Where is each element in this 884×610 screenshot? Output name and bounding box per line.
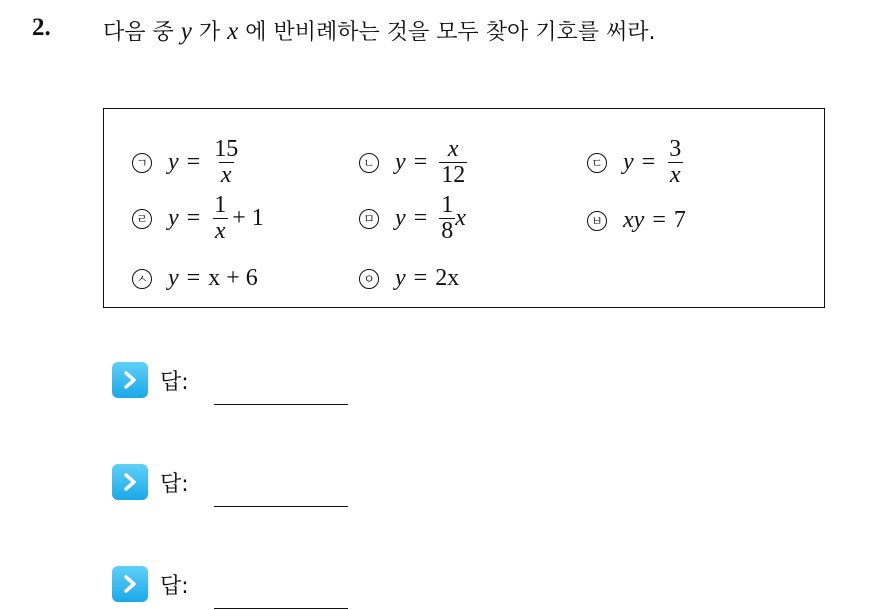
answer-label-2: 답: [160, 471, 189, 497]
option-f-expr: xy [623, 207, 645, 233]
option-g-mark: ㅅ [132, 269, 152, 289]
answer-row-2 [112, 464, 189, 500]
option-a-mark: ㄱ [132, 153, 152, 173]
option-b-numerator: x [447, 136, 459, 162]
option-g-lhs: y [168, 265, 179, 291]
option-a-fraction [212, 137, 240, 188]
option-d-mark: ㄹ [132, 209, 152, 229]
answer-row-1 [112, 362, 189, 398]
option-h-mark: ㅇ [359, 269, 379, 289]
option-c-denominator: x [669, 162, 681, 189]
option-d-fraction [212, 193, 228, 244]
answer-label-1: 답: [160, 369, 189, 395]
option-h[interactable] [359, 265, 459, 292]
option-e-numerator: 1 [441, 192, 454, 218]
option-a-lhs: y [168, 149, 179, 176]
question-text-post: 에 반비례하는 것을 모두 찾아 기호를 써라. [238, 20, 656, 45]
option-e[interactable] [359, 193, 466, 244]
option-e-suffix: x [455, 205, 466, 232]
option-a-denominator: x [220, 162, 232, 189]
option-b[interactable] [359, 137, 471, 188]
option-b-mark: ㄴ [359, 153, 379, 173]
option-b-fraction [439, 137, 467, 188]
option-e-fraction [439, 193, 455, 244]
chevron-right-icon [120, 574, 140, 594]
option-d-lhs: y [168, 205, 179, 232]
option-d-numerator: 1 [214, 192, 227, 218]
option-e-mark: ㅁ [359, 209, 379, 229]
chevron-right-icon [120, 370, 140, 390]
variable-x: x [227, 18, 239, 45]
option-f[interactable] [587, 207, 686, 234]
option-h-eq: = [413, 265, 428, 291]
option-f-rhs: 7 [673, 207, 686, 233]
option-d-suffix: + 1 [232, 205, 264, 232]
question-text [103, 15, 655, 46]
option-e-eq: = [413, 205, 428, 232]
variable-y: y [180, 18, 192, 45]
answer-button-1[interactable] [112, 362, 148, 398]
option-g-eq: = [186, 265, 201, 291]
answer-label-3: 답: [160, 573, 189, 599]
options-box [103, 108, 825, 308]
option-d-eq: = [186, 205, 201, 232]
option-d[interactable] [132, 193, 264, 244]
answer-blank-3[interactable] [214, 586, 348, 609]
answer-blank-2[interactable] [214, 484, 348, 507]
option-f-mark: ㅂ [587, 211, 607, 231]
answer-button-3[interactable] [112, 566, 148, 602]
option-g[interactable] [132, 265, 258, 292]
answer-row-3 [112, 566, 189, 602]
question-text-mid: 가 [191, 20, 228, 45]
answer-button-2[interactable] [112, 464, 148, 500]
question-text-pre: 다음 중 [103, 20, 181, 45]
question-number: 2. [32, 14, 51, 41]
answer-blank-1[interactable] [214, 382, 348, 405]
option-a-numerator: 15 [214, 136, 239, 162]
option-c-lhs: y [623, 149, 634, 176]
chevron-right-icon [120, 472, 140, 492]
option-d-denominator: x [214, 218, 226, 245]
option-e-lhs: y [395, 205, 406, 232]
option-b-lhs: y [395, 149, 406, 176]
option-c-fraction [667, 137, 683, 188]
option-b-eq: = [413, 149, 428, 176]
option-c[interactable] [587, 137, 687, 188]
option-a[interactable] [132, 137, 244, 188]
option-c-mark: ㄷ [587, 153, 607, 173]
option-f-eq: = [652, 207, 666, 233]
option-h-lhs: y [395, 265, 406, 291]
option-c-eq: = [641, 149, 656, 176]
option-b-denominator: 12 [441, 162, 466, 189]
option-g-rhs: x + 6 [208, 265, 258, 291]
option-c-numerator: 3 [669, 136, 682, 162]
option-h-rhs: 2x [435, 265, 460, 291]
option-e-denominator: 8 [441, 218, 454, 245]
option-a-eq: = [186, 149, 201, 176]
